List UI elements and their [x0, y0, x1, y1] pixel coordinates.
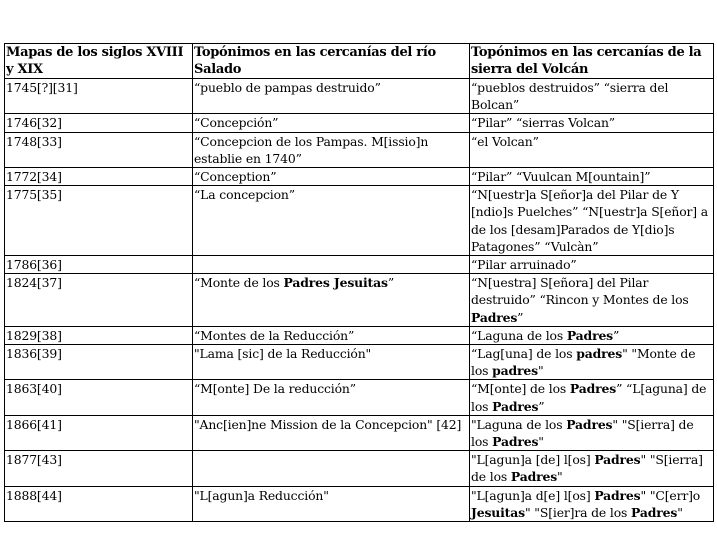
- table-row: [5, 114, 714, 132]
- map-year-cell: 1863[40]: [5, 380, 193, 415]
- table-row: [5, 274, 714, 327]
- table-row: [5, 451, 714, 486]
- map-year-cell: 1748[33]: [5, 132, 193, 167]
- toponym-text: “Pilar arruinado”: [471, 257, 577, 273]
- bold-term: Padres Jesuitas: [283, 275, 388, 291]
- bold-term: Jesuitas: [471, 504, 525, 520]
- toponym-text: “Concepcion de los Pampas. M[issio]n establie en 1740”: [194, 133, 429, 166]
- toponym-text: “Pilar” “sierras Volcan”: [471, 115, 615, 131]
- bold-term: Padres: [471, 309, 518, 325]
- toponym-text: “Pilar” “Vuulcan M[ountain]”: [471, 169, 651, 185]
- map-year-cell: 1866[41]: [5, 415, 193, 450]
- map-year-cell: 1877[43]: [5, 451, 193, 486]
- salado-toponym-cell: [193, 451, 470, 486]
- toponym-text: “Monte de los: [194, 275, 284, 291]
- table-row: [5, 486, 714, 521]
- toponym-text: " "S[ierra] de los: [471, 416, 694, 450]
- table-body: [5, 44, 714, 522]
- map-year-cell: 1746[32]: [5, 114, 193, 132]
- table-row: [5, 79, 714, 114]
- table-row: [5, 168, 714, 186]
- salado-toponym-cell: [193, 114, 470, 132]
- toponym-table: [4, 43, 714, 522]
- bold-term: Padres: [594, 452, 641, 468]
- salado-toponym-cell: [193, 380, 470, 415]
- map-year-cell: 1824[37]: [5, 274, 193, 327]
- toponym-text: " "S[ierra] de los: [471, 452, 703, 485]
- volcan-toponym-cell: [470, 326, 714, 344]
- toponym-text: ": [677, 504, 683, 520]
- bold-term: padres: [576, 346, 623, 362]
- header-volcan: Topónimos en las cercanías de la sierra del Volcán: [470, 44, 714, 79]
- toponym-text: " "C[err]o: [640, 487, 701, 503]
- toponym-text: “Montes de la Reducción”: [194, 327, 355, 343]
- bold-term: Padres: [569, 381, 617, 397]
- map-year-cell: 1772[34]: [5, 168, 193, 186]
- toponym-text: ": [557, 469, 563, 485]
- table-row: [5, 256, 714, 274]
- toponym-text: “N[uestr]a S[eñor]a del Pilar de Y [ndio]s Puelches” “N[uestr]a S[eñor] a de los [desam]Parados de Y[dio]s Patagones” “Vulcàn”: [471, 187, 709, 254]
- toponym-text: "Anc[ien]ne Mission de la Concepcion" [42]: [194, 416, 462, 432]
- map-year-cell: 1888[44]: [5, 486, 193, 521]
- toponym-text: “pueblos destruidos” “sierra del Bolcan”: [471, 80, 669, 113]
- salado-toponym-cell: [193, 486, 470, 521]
- toponym-text: “La concepcion”: [194, 187, 295, 203]
- bold-term: Padres: [510, 469, 558, 485]
- table-row: [5, 186, 714, 256]
- bold-term: Padres: [566, 416, 613, 432]
- bold-term: Padres: [631, 504, 678, 520]
- toponym-text: "L[agun]a [de] l[os]: [471, 452, 595, 468]
- volcan-toponym-cell: [470, 345, 714, 380]
- map-year-cell: 1745[?][31]: [5, 79, 193, 114]
- volcan-toponym-cell: [470, 132, 714, 167]
- toponym-text: " "S[ier]ra de los: [524, 504, 632, 520]
- volcan-toponym-cell: [470, 380, 714, 415]
- toponym-text: "L[agun]a Reducción": [194, 487, 329, 503]
- volcan-toponym-cell: [470, 486, 714, 521]
- bold-term: Padres: [492, 434, 539, 450]
- toponym-text: ” “L[aguna] de los: [471, 381, 707, 414]
- bold-term: Padres: [492, 398, 539, 414]
- map-year-cell: 1775[35]: [5, 186, 193, 256]
- map-year-cell: 1836[39]: [5, 345, 193, 380]
- header-maps: Mapas de los siglos XVIII y XIX: [5, 44, 193, 79]
- salado-toponym-cell: [193, 256, 470, 274]
- header-row: [5, 44, 714, 79]
- header-salado: Topónimos en las cercanías del río Salado: [193, 44, 470, 79]
- volcan-toponym-cell: [470, 451, 714, 486]
- salado-toponym-cell: [193, 79, 470, 114]
- table-row: [5, 326, 714, 344]
- toponym-text: ”: [538, 398, 545, 414]
- salado-toponym-cell: [193, 326, 470, 344]
- toponym-text: ”: [387, 275, 395, 291]
- salado-toponym-cell: [193, 345, 470, 380]
- table-row: [5, 132, 714, 167]
- toponym-text: “Laguna de los: [471, 327, 567, 343]
- toponym-text: " "Monte de los: [471, 346, 696, 379]
- toponym-text: "Lama [sic] de la Reducción": [194, 346, 372, 362]
- toponym-text: “M[onte] de los: [471, 381, 570, 397]
- salado-toponym-cell: [193, 132, 470, 167]
- toponym-text: “N[uestra] S[eñora] del Pilar destruido” “Rincon y Montes de los: [471, 275, 689, 308]
- volcan-toponym-cell: [470, 114, 714, 132]
- toponym-text: ”: [613, 327, 620, 343]
- toponym-text: “pueblo de pampas destruido”: [194, 80, 381, 95]
- salado-toponym-cell: [193, 415, 470, 450]
- volcan-toponym-cell: [470, 79, 714, 114]
- toponym-text: “el Volcan”: [471, 133, 539, 149]
- map-year-cell: 1786[36]: [5, 256, 193, 274]
- bold-term: Padres: [566, 327, 614, 343]
- volcan-toponym-cell: [470, 274, 714, 327]
- toponym-text: “Concepción”: [194, 115, 279, 131]
- map-year-cell: 1829[38]: [5, 326, 193, 344]
- document-page: [4, 43, 714, 522]
- toponym-text: ": [537, 363, 544, 379]
- toponym-text: ”: [517, 309, 524, 325]
- volcan-toponym-cell: [470, 168, 714, 186]
- volcan-toponym-cell: [470, 186, 714, 256]
- bold-term: padres: [492, 363, 538, 379]
- salado-toponym-cell: [193, 274, 470, 327]
- table-row: [5, 345, 714, 380]
- toponym-text: "Laguna de los: [471, 416, 567, 432]
- salado-toponym-cell: [193, 168, 470, 186]
- bold-term: Padres: [594, 487, 641, 503]
- toponym-text: “M[onte] De la reducción”: [194, 381, 356, 397]
- table-row: [5, 415, 714, 450]
- volcan-toponym-cell: [470, 415, 714, 450]
- toponym-text: "L[agun]a d[e] l[os]: [471, 487, 595, 503]
- salado-toponym-cell: [193, 186, 470, 256]
- toponym-text: “Conception”: [194, 169, 277, 185]
- toponym-text: ": [538, 434, 544, 450]
- toponym-text: “Lag[una] de los: [471, 346, 577, 362]
- table-row: [5, 380, 714, 415]
- volcan-toponym-cell: [470, 256, 714, 274]
